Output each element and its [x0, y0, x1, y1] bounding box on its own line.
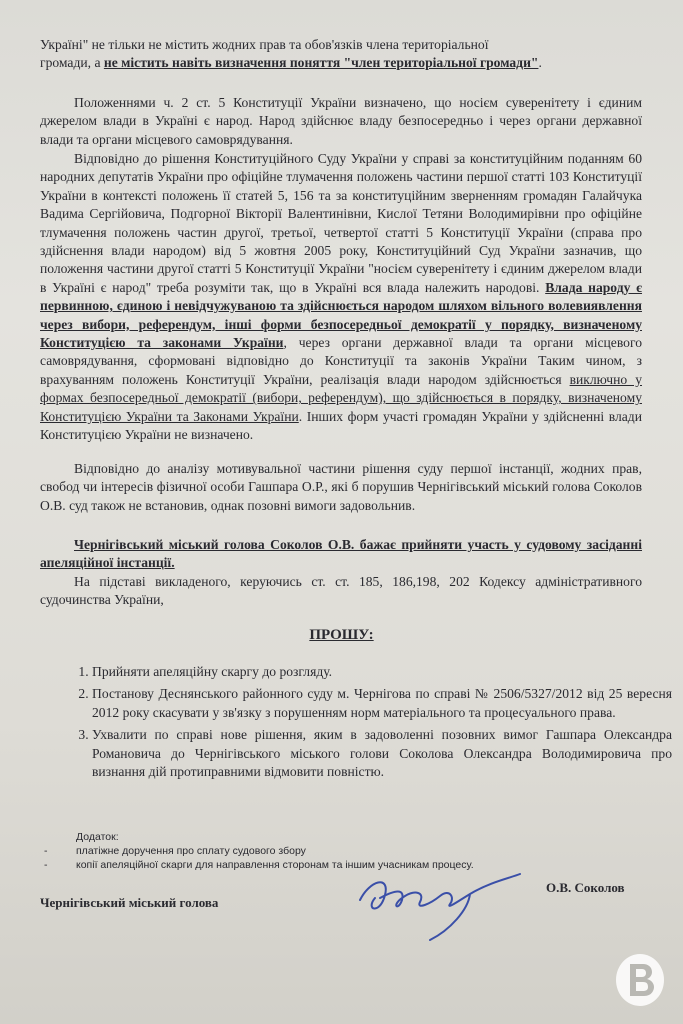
paragraph-constitution-article5: Положеннями ч. 2 ст. 5 Конституції України визначено, що носієм суверенітету і єдиним джерелом влади в Україні є народ. Народ здійснює владу безпосередньо і через органи державної влади та органи місцевого самоврядування.	[40, 95, 642, 147]
request-list	[64, 663, 672, 785]
paragraph-continuation	[40, 36, 642, 73]
signer-title: Чернігівський міський голова	[40, 895, 219, 910]
paragraph-participation: Чернігівський міський голова Соколов О.В. бажає прийняти участь у судовому засіданні апеляційної інстанції.	[40, 537, 642, 571]
request-heading: ПРОШУ:	[309, 627, 374, 643]
paragraph-court-analysis: Відповідно до аналізу мотивувальної частини рішення суду першої інстанції, жодних прав, свобод чи інтересів фізичної особи Гашпара О.Р., які б порушив Чернігівський міський голова Соколов О.В. суд також не встановив, однак позовні вимоги задовольнив.	[40, 461, 642, 513]
list-item: 3. Ухвалити по справі нове рішення, яким в задоволенні позовних вимог Гашпара Олександра Романовича до Чернігівського міського голови Соколова Олександра Володимировича про визнання дій протиправними відмовити повністю.	[92, 726, 672, 781]
paragraph-legal-basis: На підставі викладеного, керуючись ст. ст. 185, 186,198, 202 Кодексу адміністративного судочинства України,	[40, 574, 642, 608]
list-item: 1. Прийняти апеляційну скаргу до розгляду.	[92, 663, 672, 681]
paragraph-constitutional-court: Відповідно до рішення Конституційного Суду України у справі за конституційним поданням 60 народних депутатів України про офіційне тлумачення положень частини першої статті 103 Конституції України в контексті положень її статей 5, 156 та за конституційним зверненням громадян Галайчука Вадима Сергійовича, Подгорної Вікторії Валентинівни, Кислої Тетяни Володимирівни про офіційне тлумачення положень частин другої, третьої, четвертої статті 5 Конституції України (справа про здійснення влади народом) від 5 жовтня 2005 року, Конституційний Суд України зазначив, що положення частини другої статті 5 Конституції України "носієм суверенітету і єдиним джерелом влади в Україні є народ" треба розуміти так, що в Україні вся влада належить народові. Влада народу є первинною, єдиною і невідчужуваною та здійснюється народом шляхом вільного волевиявлення через вибори, референдум, інші форми безпосередньої демократії у порядку, визначеному Конституцією та законами України, через органи державної влади та органи місцевого самоврядування, сформовані відповідно до Конституції та законів України Таким чином, з врахуванням положень Конституції України, реалізація влади народом здійснюється виключно у формах безпосередньої демократії (вибори, референдум), що здійснюється в порядку, визначеному Конституцією України та Законами України. Інших форм участі громадян України у здійсненні влади Конституцією України не визначено.	[40, 151, 643, 443]
signature-image	[350, 860, 530, 950]
emphasis-direct-democracy: виключно у формах безпосередньої демократії (вибори, референдум), що здійснюється в порядку, визначеному Конституцією України та Законами України	[40, 371, 642, 424]
publisher-logo-icon	[612, 950, 668, 1010]
attachment-item: - платіжне доручення про сплату судового збору	[40, 844, 640, 858]
signer-name: О.В. Соколов	[546, 880, 625, 895]
line-1: Україні" не тільки не містить жодних прав та обов'язків члена територіальної	[40, 37, 489, 52]
emphasis-member-definition: не містить навіть визначення поняття "член територіальної громади"	[103, 55, 539, 71]
emphasis-people-power: Влада народу є первинною, єдиною і невідчужуваною та здійснюється народом шляхом вільного волевиявлення через вибори, референдум, інші форми безпосередньої демократії у порядку, визначеному Конституцією та законами України	[40, 279, 643, 351]
list-item: 2. Постанову Деснянського районного суду м. Чернігова по справі № 2506/5327/2012 від 25 вересня 2012 року скасувати у зв'язку з порушенням норм матеріального та процесуального права.	[92, 685, 672, 722]
attachments-title: Додаток:	[76, 831, 119, 843]
line-2: громади, а не містить навіть визначення поняття "член територіальної громади".	[40, 55, 542, 71]
attachment-item: - копії апеляційної скарги для направлення сторонам та іншим учасникам процесу.	[40, 858, 640, 872]
attachments	[40, 830, 640, 872]
